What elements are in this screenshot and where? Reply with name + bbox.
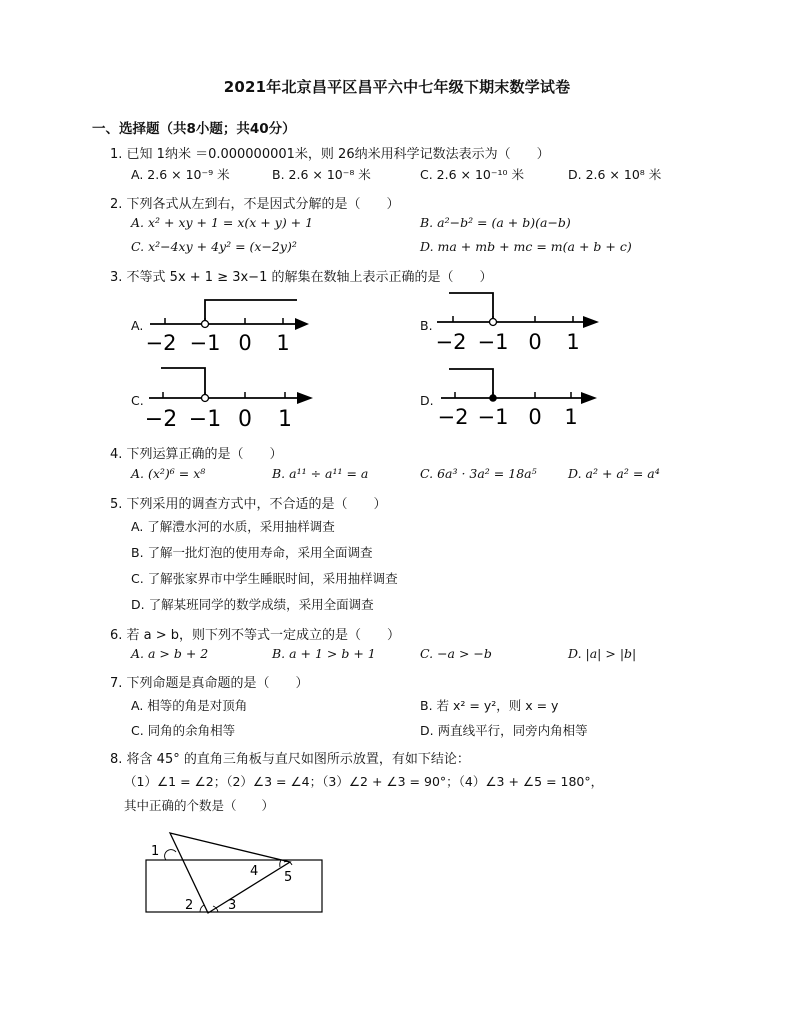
tick-label: 0 xyxy=(238,331,252,355)
q3-option-a: A. xyxy=(131,318,144,333)
q8-question: 其中正确的个数是（ ） xyxy=(124,798,275,813)
angle-label: 4 xyxy=(250,864,259,879)
angle-label: 2 xyxy=(185,898,194,913)
q1-option-b: B. 2.6 × 10⁻⁸ 米 xyxy=(272,167,371,182)
tick-label: −1 xyxy=(477,330,509,353)
tick-label: −2 xyxy=(435,330,467,353)
tick-label: 1 xyxy=(278,407,292,431)
tick-label: 0 xyxy=(528,330,542,353)
section-heading: 一、选择题（共8小题；共40分） xyxy=(92,121,296,137)
q3-number-line-d xyxy=(437,367,602,429)
q8-conclusions: （1）∠1 = ∠2；（2）∠3 = ∠4；（3）∠2 + ∠3 = 90°；（4）∠3 + ∠5 = 180°， xyxy=(124,774,604,789)
q5-option-c: C. 了解张家界市中学生睡眠时间，采用抽样调查 xyxy=(131,571,398,586)
tick-label: 1 xyxy=(564,405,578,429)
q4-option-c: C. 6a³ · 3a² = 18a⁵ xyxy=(420,466,537,481)
q3-option-b: B. xyxy=(420,318,433,333)
angle-label: 3 xyxy=(228,898,237,913)
q4-option-a: A. (x²)⁶ = x⁸ xyxy=(131,466,206,481)
q1-option-a: A. 2.6 × 10⁻⁹ 米 xyxy=(131,167,230,182)
q7-option-b: B. 若 x² = y²，则 x = y xyxy=(420,698,559,713)
tick-label: 1 xyxy=(276,331,290,355)
q4-option-d: D. a² + a² = a⁴ xyxy=(568,466,660,481)
q7-option-d: D. 两直线平行，同旁内角相等 xyxy=(420,723,588,738)
q5-option-a: A. 了解澧水河的水质，采用抽样调查 xyxy=(131,519,335,534)
q3-number-line-a xyxy=(145,296,315,356)
q7-stem: 7. 下列命题是真命题的是（ ） xyxy=(110,676,309,691)
q2-option-a: A. x² + xy + 1 = x(x + y) + 1 xyxy=(131,215,314,230)
q8-stem: 8. 将含 45° 的直角三角板与直尺如图所示放置，有如下结论： xyxy=(110,752,470,767)
tick-label: 1 xyxy=(566,330,580,353)
q6-stem: 6. 若 a > b，则下列不等式一定成立的是（ ） xyxy=(110,628,401,643)
tick-label: −1 xyxy=(477,405,509,429)
q3-option-c: C. xyxy=(131,393,144,408)
q1-option-d: D. 2.6 × 10⁸ 米 xyxy=(568,167,662,182)
q5-option-d: D. 了解某班同学的数学成绩，采用全面调查 xyxy=(131,597,374,612)
tick-label: −2 xyxy=(437,405,469,429)
q5-option-b: B. 了解一批灯泡的使用寿命，采用全面调查 xyxy=(131,545,373,560)
q3-option-d: D. xyxy=(420,393,434,408)
q4-stem: 4. 下列运算正确的是（ ） xyxy=(110,447,283,462)
q3-number-line-c xyxy=(145,365,320,431)
q1-stem: 1. 已知 1纳米 ＝0.000000001米，则 26纳米用科学记数法表示为（ ） xyxy=(110,147,550,162)
q6-option-c: C. −a > −b xyxy=(420,646,492,661)
q6-option-b: B. a + 1 > b + 1 xyxy=(272,646,376,661)
q7-option-a: A. 相等的角是对顶角 xyxy=(131,698,248,713)
q2-option-d: D. ma + mb + mc = m(a + b + c) xyxy=(420,239,632,254)
q2-option-c: C. x²−4xy + 4y² = (x−2y)² xyxy=(131,239,297,254)
angle-label: 5 xyxy=(284,870,293,885)
q1-option-c: C. 2.6 × 10⁻¹⁰ 米 xyxy=(420,167,524,182)
q6-option-a: A. a > b + 2 xyxy=(131,646,209,661)
q3-number-line-b xyxy=(433,291,603,353)
q2-stem: 2. 下列各式从左到右，不是因式分解的是（ ） xyxy=(110,197,400,212)
tick-label: −2 xyxy=(145,331,177,355)
q8-geometry-figure xyxy=(140,825,340,920)
q7-option-c: C. 同角的余角相等 xyxy=(131,723,236,738)
tick-label: 0 xyxy=(238,407,252,431)
tick-label: −1 xyxy=(188,407,222,431)
q6-option-d: D. |a| > |b| xyxy=(568,646,637,661)
angle-label: 1 xyxy=(151,844,160,859)
page-title: 2021年北京昌平区昌平六中七年级下期末数学试卷 xyxy=(223,78,571,96)
q3-stem: 3. 不等式 5x + 1 ≥ 3x−1 的解集在数轴上表示正确的是（ ） xyxy=(110,270,493,285)
tick-label: −1 xyxy=(189,331,221,355)
q4-option-b: B. a¹¹ ÷ a¹¹ = a xyxy=(272,466,369,481)
tick-label: 0 xyxy=(528,405,542,429)
q5-stem: 5. 下列采用的调查方式中，不合适的是（ ） xyxy=(110,497,387,512)
q2-option-b: B. a²−b² = (a + b)(a−b) xyxy=(420,215,571,230)
tick-label: −2 xyxy=(145,407,178,431)
